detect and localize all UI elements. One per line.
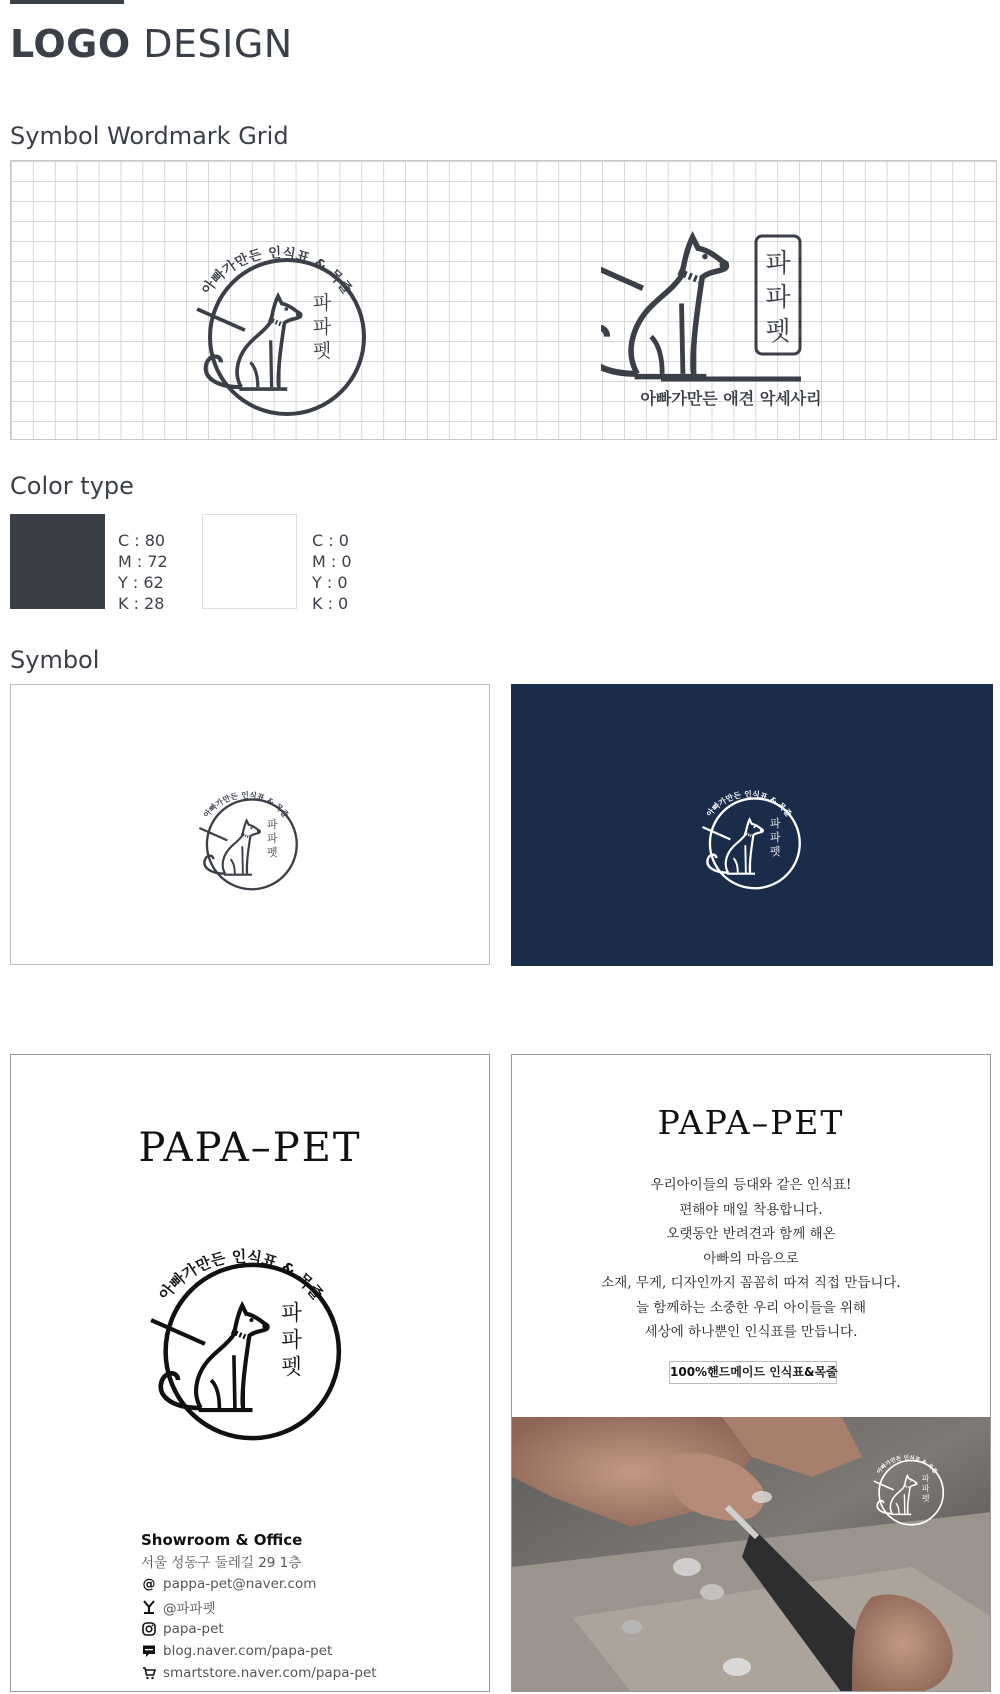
emblem-name-char-2: 파 bbox=[266, 832, 278, 845]
emblem-name-char-1: 파 bbox=[266, 818, 278, 831]
contact-blog bbox=[141, 1640, 332, 1662]
svg-text:아빠가만든 인식표 & 목줄 bbox=[155, 1248, 327, 1304]
cmyk-white bbox=[312, 530, 352, 614]
wordmark-char-1: 파 bbox=[765, 249, 791, 279]
business-card-back bbox=[511, 1054, 991, 1692]
color-swatch-white bbox=[202, 514, 297, 609]
emblem-logo-light bbox=[176, 758, 316, 898]
emblem-name-char-3: 펫 bbox=[921, 1494, 930, 1503]
emblem-arc-text: 아빠가만든 인식표 & 목줄 bbox=[201, 790, 291, 820]
cmyk-y: Y : 0 bbox=[312, 573, 348, 592]
contact-channel-text: @파파펫 bbox=[163, 1601, 216, 1617]
svg-text:아빠가만든 인식표 & 목줄 bbox=[201, 790, 291, 820]
contact-instagram-text: papa-pet bbox=[163, 1621, 224, 1637]
contact-heading: Showroom & Office bbox=[141, 1531, 303, 1549]
section-title-grid: Symbol Wordmark Grid bbox=[10, 122, 289, 150]
wordmark-tagline: 아빠가만든 애견 악세사리 bbox=[640, 389, 822, 408]
emblem-name-char-2: 파 bbox=[312, 316, 332, 338]
symbol-panel-light bbox=[10, 684, 490, 965]
story-line: 오랫동안 반려견과 함께 해온 bbox=[666, 1226, 836, 1242]
svg-text:아빠가만든 인식표 & 목줄 bbox=[875, 1453, 940, 1475]
card-front-emblem bbox=[106, 1185, 376, 1455]
cmyk-m: M : 0 bbox=[312, 552, 352, 571]
emblem-name-char-1: 파 bbox=[312, 292, 332, 314]
instagram-icon bbox=[141, 1621, 157, 1637]
story-line: 아빠의 마음으로 bbox=[703, 1250, 799, 1267]
cmyk-k: K : 0 bbox=[312, 594, 349, 613]
wordmark-char-2: 파 bbox=[765, 283, 791, 313]
contact-store bbox=[141, 1662, 377, 1684]
story-line: 편해야 매일 착용합니다. bbox=[679, 1201, 823, 1218]
blog-icon bbox=[141, 1643, 157, 1659]
contact-instagram bbox=[141, 1618, 224, 1640]
story-line: 우리아이들의 등대와 같은 인식표! bbox=[650, 1177, 852, 1193]
card-back-brand: PAPA–PET bbox=[657, 1103, 845, 1142]
emblem-logo-dark bbox=[679, 757, 819, 897]
emblem-arc-text: 아빠가만든 인식표 & 목줄 bbox=[155, 1247, 327, 1304]
emblem-name-char-1: 파 bbox=[921, 1474, 930, 1483]
cmyk-y: Y : 62 bbox=[118, 573, 164, 592]
page-title-strong: LOGO bbox=[10, 22, 131, 66]
story-line: 늘 함께하는 소중한 우리 아이들을 위해 bbox=[635, 1299, 867, 1316]
emblem-name-char-3: 펫 bbox=[769, 845, 781, 858]
svg-text:아빠가만든 인식표 & 목줄 bbox=[198, 244, 355, 298]
emblem-arc-text: 아빠가만든 인식표 & 목줄 bbox=[704, 789, 794, 819]
contact-blog-text: blog.naver.com/papa-pet bbox=[163, 1643, 333, 1659]
emblem-name-char-2: 파 bbox=[281, 1328, 302, 1353]
cart-icon bbox=[141, 1665, 157, 1681]
brand-story bbox=[512, 1173, 990, 1345]
at-icon: @ bbox=[142, 1576, 156, 1592]
emblem-circle-logo bbox=[157, 189, 397, 429]
contact-email-text: pappa-pet@naver.com bbox=[163, 1576, 317, 1592]
story-line: 세상에 하나뿐인 인식표를 만듭니다. bbox=[644, 1324, 858, 1340]
horizontal-wordmark-logo bbox=[601, 191, 861, 411]
page-title-light: DESIGN bbox=[143, 22, 293, 66]
wordmark-char-3: 펫 bbox=[765, 317, 791, 347]
symbol-panel-dark bbox=[511, 684, 993, 966]
cmyk-dark bbox=[118, 530, 168, 614]
contact-store-text: smartstore.naver.com/papa-pet bbox=[163, 1665, 377, 1681]
handmade-badge: 100%핸드메이드 인식표&목줄 bbox=[669, 1361, 837, 1384]
emblem-name-char-1: 파 bbox=[769, 817, 781, 830]
section-title-color: Color type bbox=[10, 472, 134, 500]
emblem-name-char-2: 파 bbox=[769, 831, 781, 844]
emblem-name-char-1: 파 bbox=[281, 1301, 302, 1326]
contact-email bbox=[141, 1573, 316, 1595]
cmyk-c: C : 0 bbox=[312, 531, 349, 550]
contact-address: 서울 성동구 둘레길 29 1층 bbox=[141, 1555, 302, 1571]
dog-icon bbox=[601, 237, 728, 376]
craft-photo bbox=[512, 1417, 991, 1692]
emblem-name-char-3: 펫 bbox=[312, 340, 332, 362]
svg-text:아빠가만든 인식표 & 목줄 bbox=[704, 789, 794, 819]
story-line: 소재, 무게, 디자인까지 꼼꼼히 따져 직접 만듭니다. bbox=[601, 1275, 901, 1291]
photo-emblem-logo bbox=[857, 1431, 957, 1531]
contact-channel bbox=[141, 1596, 216, 1618]
color-swatch-dark bbox=[10, 514, 105, 609]
page-title bbox=[10, 22, 293, 66]
emblem-name-char-2: 파 bbox=[921, 1484, 930, 1493]
card-front-brand: PAPA–PET bbox=[138, 1125, 362, 1171]
wordmark-grid bbox=[10, 160, 997, 440]
emblem-arc-text: 아빠가만든 인식표 & 목줄 bbox=[876, 1455, 938, 1476]
business-card-front bbox=[10, 1054, 490, 1692]
cmyk-m: M : 72 bbox=[118, 552, 168, 571]
emblem-name-char-3: 펫 bbox=[266, 846, 278, 859]
emblem-name-char-3: 펫 bbox=[281, 1355, 302, 1380]
cmyk-c: C : 80 bbox=[118, 531, 166, 550]
top-rule bbox=[10, 0, 124, 4]
emblem-arc-text: 아빠가만든 인식표 & 목줄 bbox=[198, 245, 356, 298]
y-icon bbox=[141, 1599, 157, 1615]
cmyk-k: K : 28 bbox=[118, 594, 165, 613]
section-title-symbol: Symbol bbox=[10, 646, 100, 674]
